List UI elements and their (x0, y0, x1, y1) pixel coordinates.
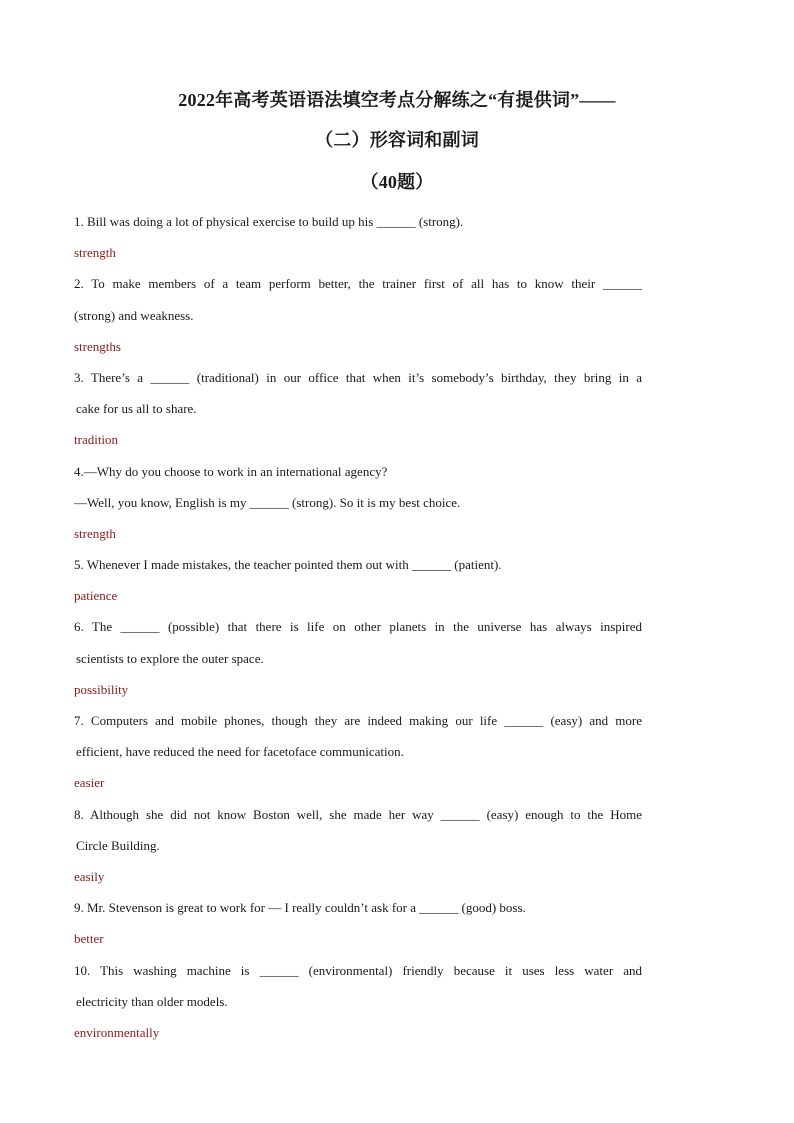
answer-8: easily (74, 868, 105, 884)
question-2-cont: (strong) and weakness. (74, 307, 194, 323)
question-5: 5. Whenever I made mistakes, the teacher pointed them out with ______ (patient). (74, 557, 502, 573)
question-7: 7. Computers and mobile phones, though they are indeed making our life ______ (easy) and more (74, 713, 642, 728)
question-6-cont: scientists to explore the outer space. (76, 650, 264, 666)
document-subtitle: （二）形容词和副词 (315, 130, 479, 150)
question-count: （40题） (360, 172, 434, 192)
answer-4: strength (74, 525, 116, 541)
question-6: 6. The ______ (possible) that there is life on other planets in the universe has always inspired (74, 619, 642, 635)
question-7-cont: efficient, have reduced the need for facetoface communication. (76, 744, 404, 760)
answer-2: strengths (74, 338, 121, 354)
question-list (74, 206, 642, 1048)
question-10-cont: electricity than older models. (76, 993, 228, 1009)
answer-6: possibility (74, 681, 129, 697)
answer-7: easier (74, 775, 105, 791)
question-8-cont: Circle Building. (76, 837, 160, 853)
question-4: 4.—Why do you choose to work in an international agency? (74, 463, 388, 479)
answer-9: better (74, 931, 104, 947)
question-4-cont: —Well, you know, English is my ______ (strong). So it is my best choice. (74, 494, 461, 510)
answer-5: patience (74, 588, 118, 604)
document-title: 2022年高考英语语法填空考点分解练之“有提供词”—— (178, 90, 616, 110)
question-9: 9. Mr. Stevenson is great to work for — I really couldn’t ask for a ______ (good) boss. (74, 900, 526, 916)
question-8: 8. Although she did not know Boston well, she made her way ______ (easy) enough to the Home (74, 806, 642, 822)
question-3-cont: cake for us all to share. (76, 401, 197, 417)
answer-3: tradition (74, 432, 119, 448)
answer-10: environmentally (74, 1024, 160, 1040)
question-1: 1. Bill was doing a lot of physical exercise to build up his ______ (strong). (74, 214, 464, 229)
question-3: 3. There’s a ______ (traditional) in our office that when it’s somebody’s birthday, they bring in a (74, 369, 642, 385)
question-2: 2. To make members of a team perform better, the trainer first of all has to know their ______ (74, 276, 642, 292)
question-10: 10. This washing machine is ______ (environmental) friendly because it uses less water and (74, 962, 642, 978)
answer-1: strength (74, 245, 116, 261)
